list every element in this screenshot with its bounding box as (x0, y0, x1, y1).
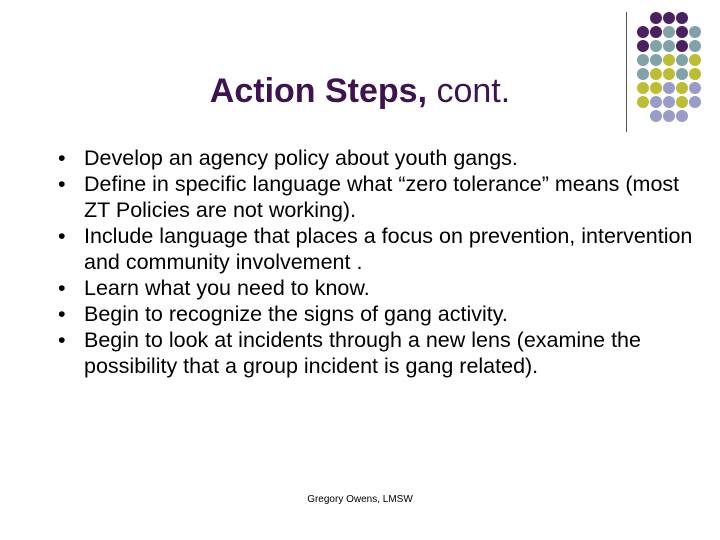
decorative-dot (663, 110, 675, 122)
bullet-text: Learn what you need to know. (84, 276, 370, 300)
bullet-item (58, 275, 708, 301)
bullet-text: Develop an agency policy about youth gangs. (84, 146, 518, 170)
decorative-dot (676, 54, 688, 66)
decorative-dot (689, 40, 701, 52)
bullet-mark: • (58, 302, 66, 326)
decorative-dot (676, 110, 688, 122)
decorative-dot (689, 26, 701, 38)
slide-footer: Gregory Owens, LMSW (307, 494, 413, 505)
bullet-mark: • (58, 224, 66, 248)
bullet-mark: • (58, 172, 66, 196)
decorative-dot (637, 40, 649, 52)
bullet-item (58, 327, 708, 379)
decorative-dot-grid (0, 0, 720, 140)
bullet-mark: • (58, 146, 66, 170)
decorative-dot (689, 54, 701, 66)
bullet-list (58, 145, 708, 379)
bullet-item (58, 145, 708, 171)
decorative-dot (650, 40, 662, 52)
decorative-dot (663, 26, 675, 38)
bullet-text: Include language that places a focus on prevention, intervention and community involvement . (84, 224, 693, 274)
bullet-text: Begin to recognize the signs of gang activity. (84, 302, 508, 326)
slide-title (0, 72, 720, 111)
decorative-dot (637, 54, 649, 66)
bullet-text: Define in specific language what “zero tolerance” means (most ZT Policies are not working). (84, 172, 680, 222)
bullet-mark: • (58, 328, 66, 352)
decorative-dot (663, 12, 675, 24)
decorative-dot (676, 26, 688, 38)
bullet-item (58, 171, 708, 223)
bullet-item (58, 223, 708, 275)
bullet-mark: • (58, 276, 66, 300)
decorative-dot (663, 40, 675, 52)
bullet-text: Begin to look at incidents through a new lens (examine the possibility that a group incident is gang related). (84, 328, 641, 378)
decorative-dot (637, 26, 649, 38)
slide-title-rest: cont. (427, 72, 511, 110)
decorative-dot (663, 54, 675, 66)
decorative-dot (676, 12, 688, 24)
decorative-dot (650, 110, 662, 122)
decorative-dot (676, 40, 688, 52)
bullet-item (58, 301, 708, 327)
decorative-dot (650, 26, 662, 38)
decorative-dot (650, 54, 662, 66)
decorative-dot (650, 12, 662, 24)
slide-title-bold: Action Steps, (209, 72, 428, 110)
